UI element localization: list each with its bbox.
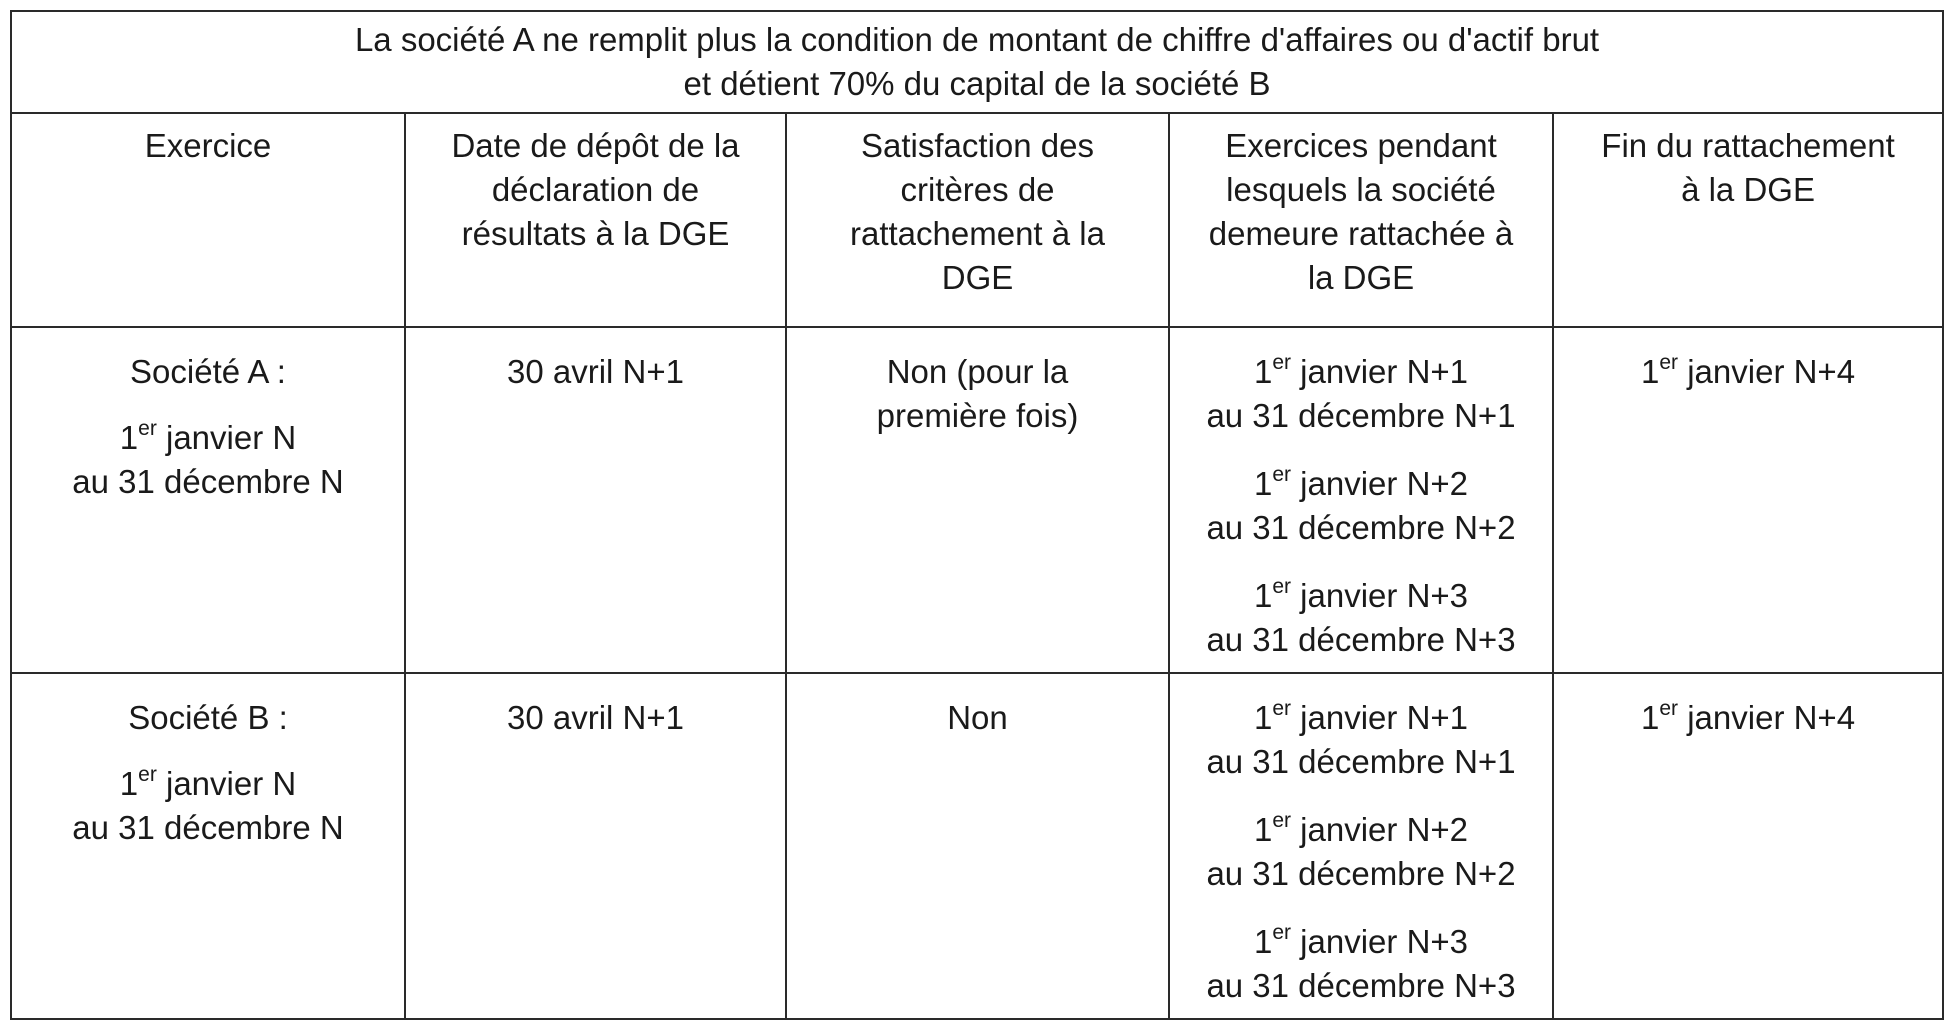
fin-date: janvier N+4 — [1678, 353, 1856, 390]
ordinal-number: 1 — [1641, 699, 1660, 736]
satisfaction-line: Non — [947, 699, 1008, 736]
header-exercice-line: Exercice — [144, 127, 272, 164]
company-label: Société A : — [130, 353, 286, 390]
header-date-depot — [405, 113, 786, 327]
company-label: Société B : — [128, 699, 288, 736]
header-fin-rattachement-line: à la DGE — [1681, 171, 1815, 208]
satisfaction-line: première fois) — [876, 397, 1079, 434]
cell-date-depot — [405, 673, 786, 1019]
period-start: janvier N+2 — [1291, 465, 1469, 502]
period-item — [1182, 920, 1540, 1008]
ordinal-suffix: er — [1272, 697, 1292, 720]
ordinal-suffix: er — [1272, 463, 1292, 486]
period-item — [1182, 462, 1540, 550]
header-exercices-rattaches-line: Exercices pendant — [1225, 127, 1497, 164]
cell-satisfaction — [786, 673, 1169, 1019]
ordinal-number: 1 — [1253, 465, 1273, 502]
header-date-depot-line: Date de dépôt de la — [451, 127, 740, 164]
cell-satisfaction — [786, 327, 1169, 673]
header-satisfaction-line: Satisfaction des — [861, 127, 1094, 164]
ordinal-number: 1 — [119, 419, 139, 456]
period-start: janvier N+1 — [1291, 699, 1469, 736]
period-start: janvier N+3 — [1291, 923, 1469, 960]
period-item — [1182, 350, 1540, 438]
period-end: au 31 décembre N+3 — [1206, 967, 1516, 1004]
ordinal-suffix: er — [1659, 697, 1679, 720]
period-item — [1182, 574, 1540, 662]
cell-fin-rattachement — [1553, 327, 1943, 673]
period-item — [1182, 808, 1540, 896]
period-end: au 31 décembre N+2 — [1206, 509, 1516, 546]
satisfaction-line: Non (pour la — [886, 353, 1069, 390]
ordinal-number: 1 — [119, 765, 139, 802]
period-start: janvier N+2 — [1291, 811, 1469, 848]
ordinal-suffix: er — [1659, 351, 1679, 374]
ordinal-suffix: er — [138, 417, 157, 440]
period-end: au 31 décembre N+1 — [1206, 397, 1516, 434]
header-satisfaction-line: rattachement à la — [850, 215, 1105, 252]
period-start: janvier N+1 — [1291, 353, 1469, 390]
header-exercices-rattaches-line: la DGE — [1307, 259, 1415, 296]
header-row — [11, 113, 1943, 327]
fin-date: janvier N+4 — [1678, 699, 1856, 736]
exercice-end: au 31 décembre N — [72, 463, 344, 500]
cell-fin-rattachement — [1553, 673, 1943, 1019]
ordinal-number: 1 — [1253, 577, 1273, 614]
header-date-depot-line: résultats à la DGE — [461, 215, 730, 252]
header-satisfaction-line: critères de — [900, 171, 1055, 208]
date-depot-value: 30 avril N+1 — [506, 699, 684, 736]
ordinal-suffix: er — [138, 763, 157, 786]
header-exercices-rattaches-line: lesquels la société — [1226, 171, 1496, 208]
exercice-start — [24, 762, 392, 806]
ordinal-suffix: er — [1272, 809, 1292, 832]
cell-exercices-rattaches — [1169, 327, 1553, 673]
dge-attachment-table — [10, 10, 1944, 1020]
table-title-line-2: et détient 70% du capital de la société B — [683, 65, 1271, 102]
cell-date-depot — [405, 327, 786, 673]
document-page — [10, 10, 1942, 1003]
ordinal-number: 1 — [1641, 353, 1660, 390]
ordinal-number: 1 — [1253, 699, 1273, 736]
date-depot-value: 30 avril N+1 — [506, 353, 684, 390]
ordinal-suffix: er — [1272, 351, 1292, 374]
header-satisfaction-line: DGE — [941, 259, 1014, 296]
period-end: au 31 décembre N+3 — [1206, 621, 1516, 658]
ordinal-suffix: er — [1272, 575, 1292, 598]
table-title-line-1: La société A ne remplit plus la condition de montant de chiffre d'affaires ou d'actif brut — [354, 21, 1600, 58]
ordinal-number: 1 — [1253, 811, 1273, 848]
exercice-start — [24, 416, 392, 460]
header-exercices-rattaches — [1169, 113, 1553, 327]
title-row — [11, 11, 1943, 113]
cell-exercice — [11, 673, 405, 1019]
period-end: au 31 décembre N+2 — [1206, 855, 1516, 892]
period-item — [1182, 696, 1540, 784]
date-text: janvier N — [156, 765, 297, 802]
cell-exercices-rattaches — [1169, 673, 1553, 1019]
period-start: janvier N+3 — [1291, 577, 1469, 614]
table-title — [11, 11, 1943, 113]
header-exercices-rattaches-line: demeure rattachée à — [1208, 215, 1514, 252]
ordinal-number: 1 — [1253, 923, 1273, 960]
header-exercice — [11, 113, 405, 327]
ordinal-number: 1 — [1253, 353, 1273, 390]
exercice-end: au 31 décembre N — [72, 809, 344, 846]
ordinal-suffix: er — [1272, 921, 1292, 944]
period-end: au 31 décembre N+1 — [1206, 743, 1516, 780]
header-fin-rattachement-line: Fin du rattachement — [1601, 127, 1895, 164]
header-fin-rattachement — [1553, 113, 1943, 327]
table-row — [11, 327, 1943, 673]
table-row — [11, 673, 1943, 1019]
header-date-depot-line: déclaration de — [491, 171, 700, 208]
header-satisfaction — [786, 113, 1169, 327]
cell-exercice — [11, 327, 405, 673]
date-text: janvier N — [156, 419, 297, 456]
